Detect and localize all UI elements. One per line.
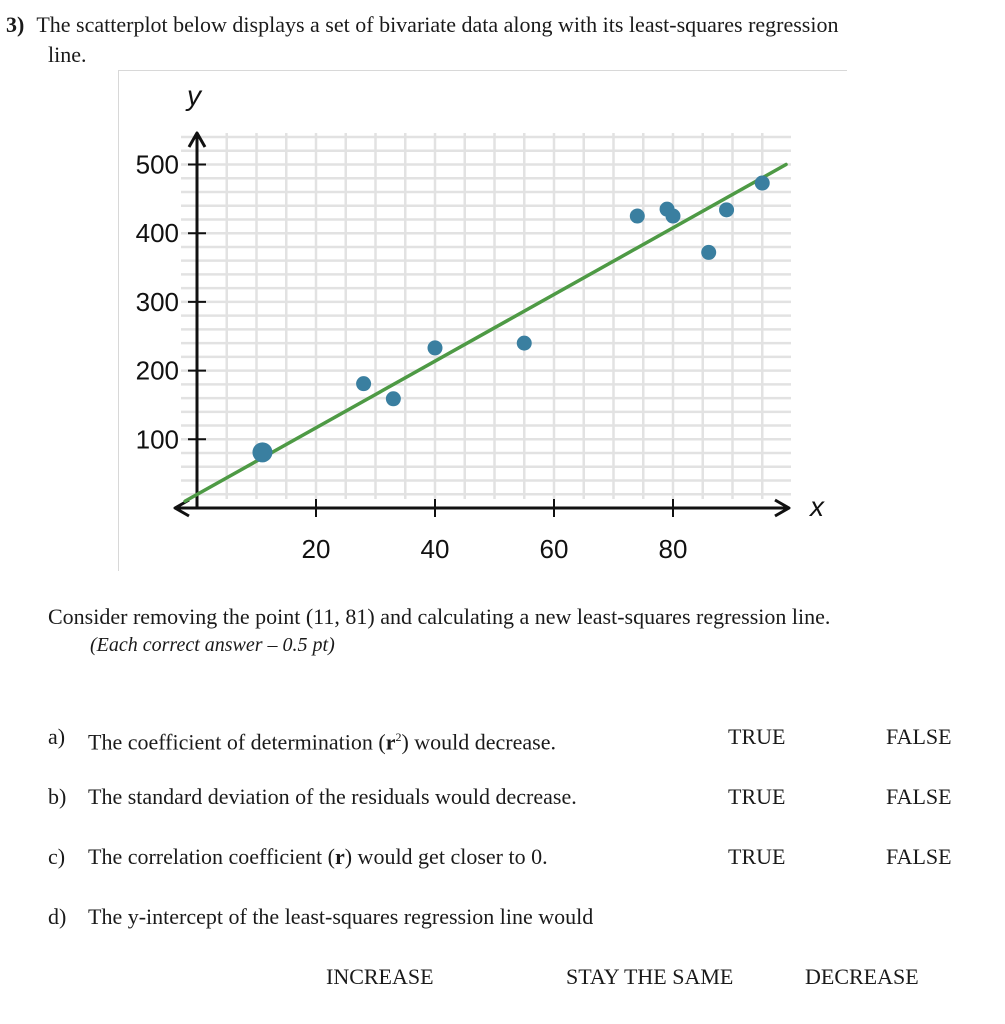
statement-text-post: ) would decrease. [401, 729, 556, 755]
grid [181, 133, 791, 499]
regression-line [185, 165, 786, 502]
statement-text [88, 842, 548, 872]
statement-d [48, 902, 988, 932]
statement-text [88, 722, 556, 757]
y-tick-label: 100 [135, 424, 179, 455]
statement-text: The y-intercept of the least-squares regression line would [88, 904, 594, 929]
x-tick-label: 80 [658, 534, 688, 564]
statement-c [48, 842, 988, 872]
option-false[interactable]: FALSE [886, 724, 952, 749]
y-axis-label: y [187, 80, 201, 111]
statement-letter: b) [48, 784, 67, 809]
data-point [386, 391, 401, 406]
data-point-highlighted [252, 442, 272, 462]
statement-text-post: ) would get closer to 0. [344, 844, 548, 869]
scatterplot-frame [118, 70, 847, 571]
option-true[interactable]: TRUE [728, 844, 786, 869]
r-symbol: r [385, 729, 396, 755]
option-false[interactable]: FALSE [886, 844, 952, 869]
question-number: 3) [6, 12, 25, 37]
data-point [755, 176, 770, 191]
option-true[interactable]: TRUE [728, 784, 786, 809]
data-point [701, 245, 716, 260]
x-tick-label: 60 [539, 534, 569, 564]
x-axis-label: x [810, 491, 824, 522]
question-header [6, 10, 996, 70]
statement-letter: d) [48, 904, 67, 929]
y-tick-label: 400 [135, 218, 179, 249]
choice-stay-the-same[interactable]: STAY THE SAME [566, 964, 734, 989]
x-tick-label: 40 [420, 534, 450, 564]
statement-text: The standard deviation of the residuals would decrease. [88, 784, 577, 809]
axis-labels [136, 80, 825, 564]
choice-decrease[interactable]: DECREASE [805, 964, 919, 989]
data-point [517, 336, 532, 351]
data-point [666, 209, 681, 224]
statement-letter: c) [48, 844, 66, 869]
y-tick-label: 300 [135, 286, 179, 317]
option-true[interactable]: TRUE [728, 724, 786, 749]
data-point [428, 340, 443, 355]
r-symbol: r [334, 844, 345, 869]
scoring-note: (Each correct answer – 0.5 pt) [90, 634, 335, 656]
data-point [719, 202, 734, 217]
data-point [630, 209, 645, 224]
statement-a [48, 722, 988, 755]
statement-text-pre: The coefficient of determination ( [88, 729, 386, 755]
data-point [356, 376, 371, 391]
scatterplot [119, 71, 847, 571]
r-squared-exponent: 2 [395, 730, 402, 744]
y-tick-label: 200 [135, 355, 179, 386]
instruction-text: Consider removing the point (11, 81) and calculating a new least-squares regression line. [48, 604, 831, 629]
regression-line-group [185, 165, 786, 502]
choice-increase[interactable]: INCREASE [326, 964, 434, 989]
question-text-line2: line. [48, 42, 87, 67]
y-tick-label: 500 [135, 149, 179, 180]
question-text-line1: The scatterplot below displays a set of bivariate data along with its least-squares regression [36, 12, 839, 37]
x-tick-label: 20 [301, 534, 331, 564]
option-false[interactable]: FALSE [886, 784, 952, 809]
statement-letter: a) [48, 724, 66, 749]
statement-b [48, 782, 988, 812]
statement-text-pre: The correlation coefficient ( [88, 844, 335, 869]
